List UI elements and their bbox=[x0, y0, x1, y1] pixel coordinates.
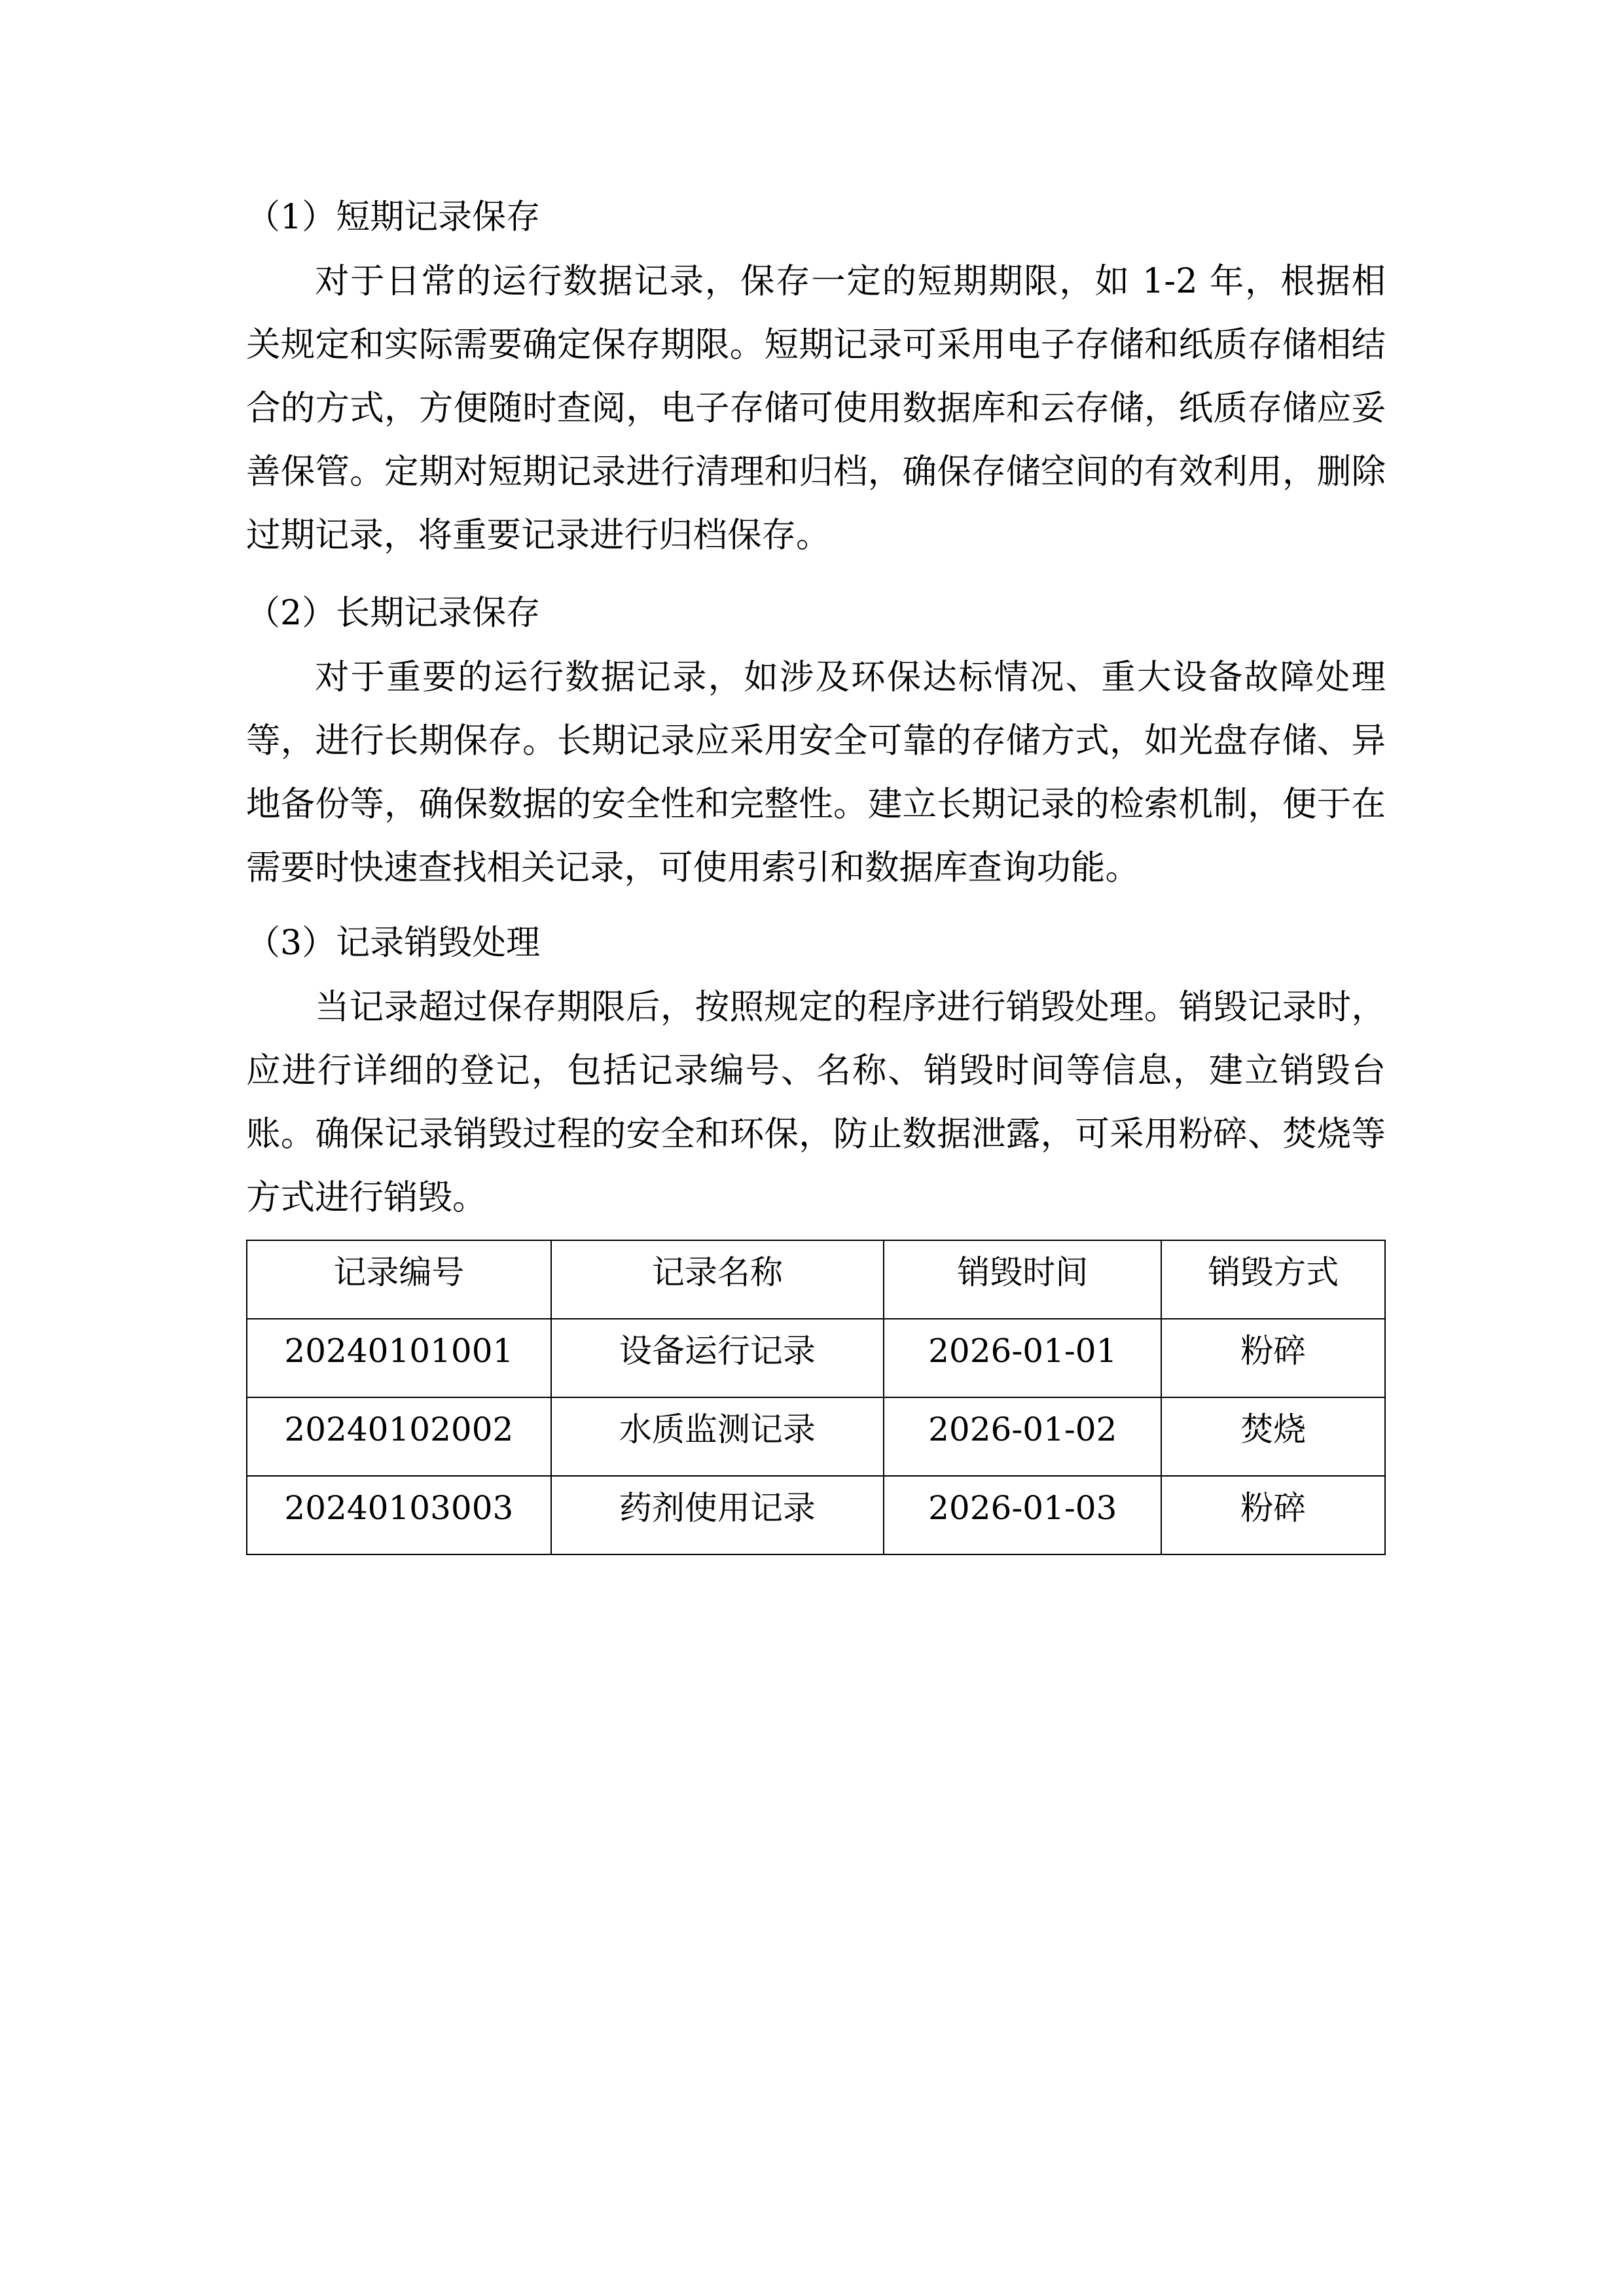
table-cell: 20240101001 bbox=[247, 1319, 551, 1397]
section-heading: （1）短期记录保存 bbox=[246, 198, 541, 237]
table-cell: 药剂使用记录 bbox=[551, 1476, 884, 1554]
table-cell: 20240102002 bbox=[247, 1397, 551, 1476]
table-row bbox=[247, 1397, 1385, 1476]
table-cell: 2026-01-01 bbox=[884, 1319, 1162, 1397]
section-destruction bbox=[246, 912, 1386, 1229]
destruction-ledger-table bbox=[246, 1240, 1386, 1555]
table-cell: 2026-01-02 bbox=[884, 1397, 1162, 1476]
section-paragraph: 对于日常的运行数据记录，保存一定的短期期限，如 1-2 年，根据相关规定和实际需要确定保存期限。短期记录可采用电子存储和纸质存储相结合的方式，方便随时查阅，电子存储可使用数据库和云存储，纸质存储应妥善保管。定期对短期记录进行清理和归档，确保存储空间的有效利用，删除过期记录，将重要记录进行归档保存。 bbox=[246, 261, 1386, 555]
table-cell: 20240103003 bbox=[247, 1476, 551, 1554]
table-row bbox=[247, 1476, 1385, 1554]
table-cell: 2026-01-03 bbox=[884, 1476, 1162, 1554]
table-header-row bbox=[247, 1240, 1385, 1319]
header-cell: 销毁时间 bbox=[884, 1240, 1162, 1319]
section-long-term bbox=[246, 582, 1386, 899]
table-row bbox=[247, 1319, 1385, 1397]
header-cell: 记录编号 bbox=[247, 1240, 551, 1319]
section-heading: （2）长期记录保存 bbox=[246, 594, 541, 633]
section-short-term bbox=[246, 186, 1386, 567]
table-cell: 水质监测记录 bbox=[551, 1397, 884, 1476]
section-heading: （3）记录销毁处理 bbox=[246, 924, 541, 963]
table-cell: 粉碎 bbox=[1161, 1476, 1385, 1554]
table-cell: 焚烧 bbox=[1161, 1397, 1385, 1476]
header-cell: 记录名称 bbox=[551, 1240, 884, 1319]
section-paragraph: 对于重要的运行数据记录，如涉及环保达标情况、重大设备故障处理等，进行长期保存。长期记录应采用安全可靠的存储方式，如光盘存储、异地备份等，确保数据的安全性和完整性。建立长期记录的检索机制，便于在需要时快速查找相关记录，可使用索引和数据库查询功能。 bbox=[246, 657, 1386, 888]
header-cell: 销毁方式 bbox=[1161, 1240, 1385, 1319]
table-cell: 设备运行记录 bbox=[551, 1319, 884, 1397]
table-cell: 粉碎 bbox=[1161, 1319, 1385, 1397]
section-paragraph: 当记录超过保存期限后，按照规定的程序进行销毁处理。销毁记录时，应进行详细的登记，包括记录编号、名称、销毁时间等信息，建立销毁台账。确保记录销毁过程的安全和环保，防止数据泄露，可采用粉碎、焚烧等方式进行销毁。 bbox=[246, 987, 1386, 1217]
